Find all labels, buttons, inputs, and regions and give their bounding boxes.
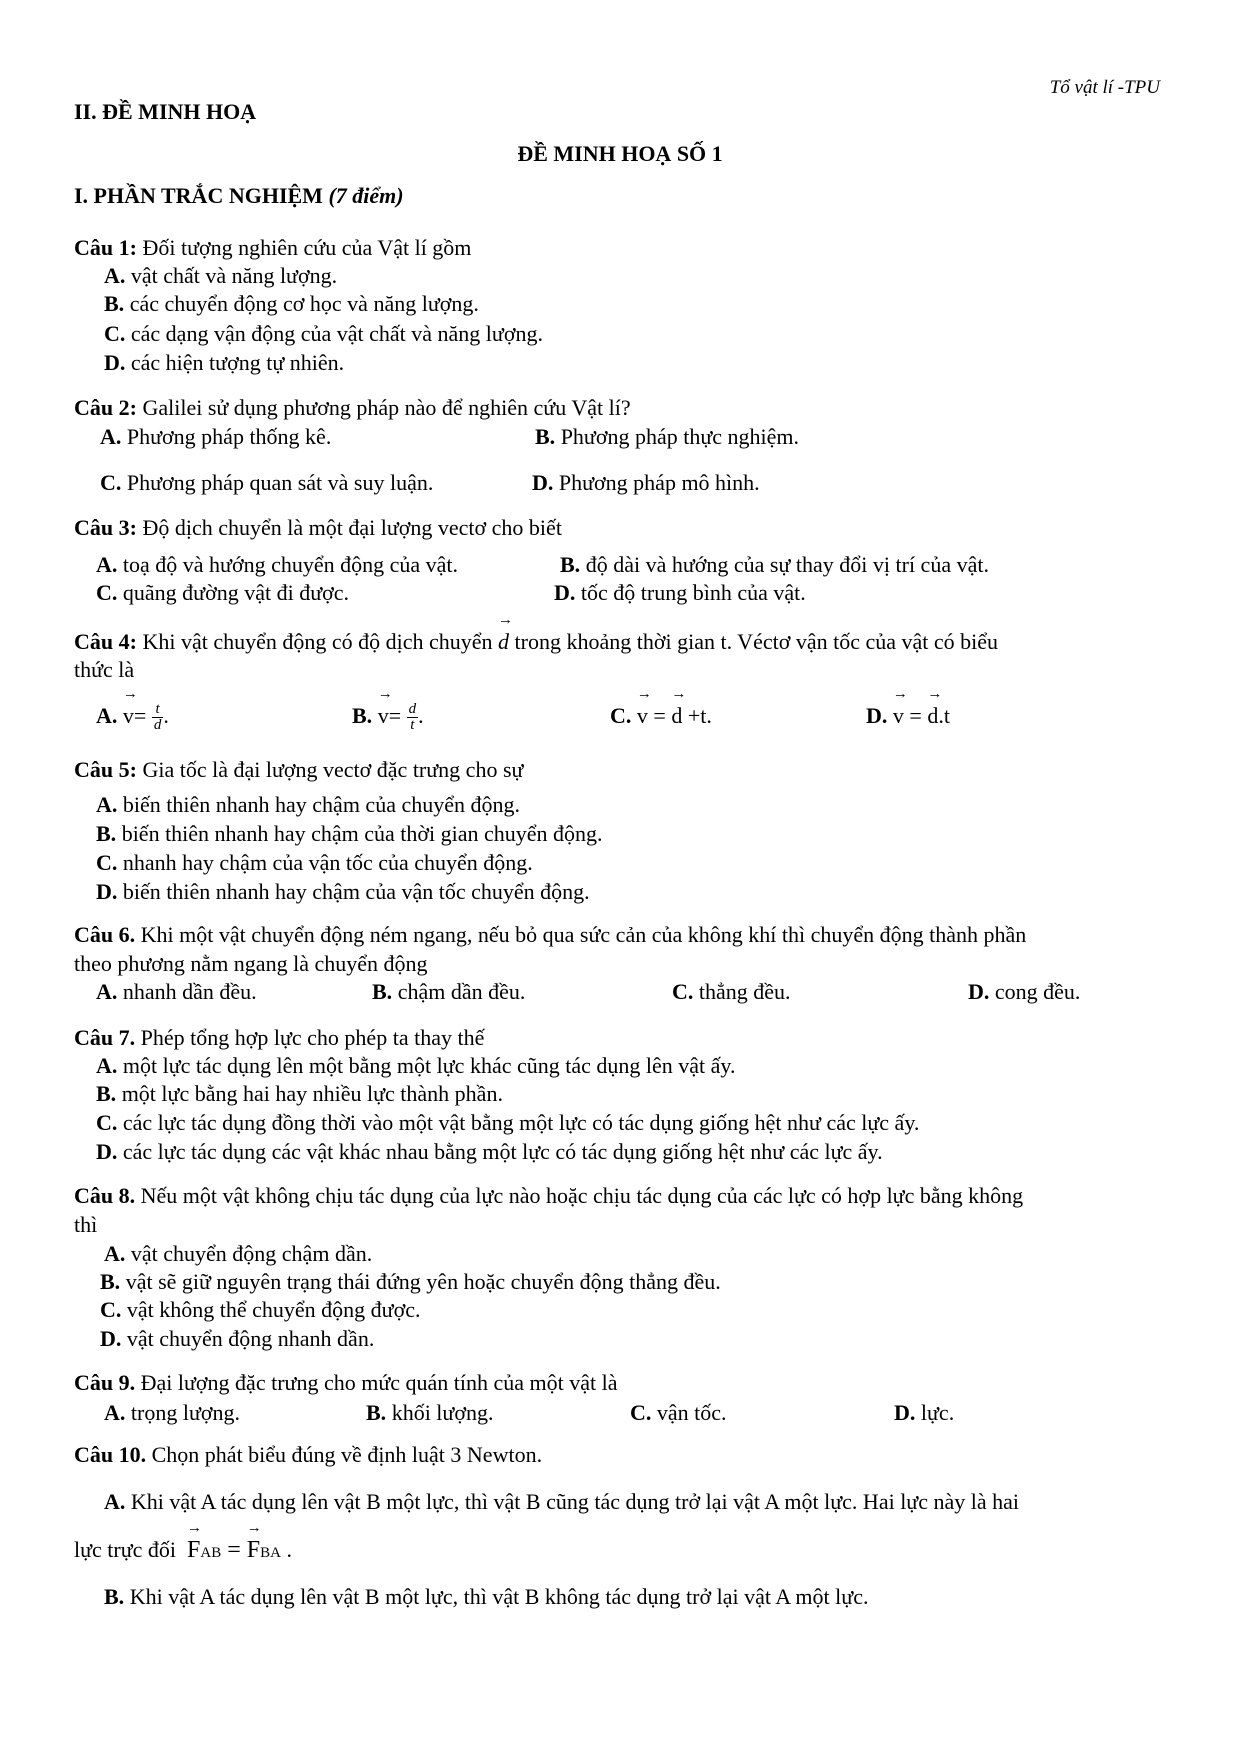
fraction: $\frac{d}{t}$ <box>408 701 417 734</box>
q1-option-d: D. các hiện tượng tự nhiên. <box>104 350 345 375</box>
q6-option-d: D. cong đều. <box>968 979 1081 1004</box>
q8-option-d: D. vật chuyển động nhanh dần. <box>100 1326 375 1351</box>
question-4-stem: Câu 4: Khi vật chuyển động có độ dịch chuyển → d trong khoảng thời gian t. Véctơ vận tốc của vật có biểu <box>74 628 998 656</box>
question-5-stem: Câu 5: Gia tốc là đại lượng vectơ đặc trưng cho sự <box>74 757 524 782</box>
q1-option-c: C. các dạng vận động của vật chất và năng lượng. <box>104 321 543 346</box>
q10-option-a: A. Khi vật A tác dụng lên vật B một lực, thì vật B cũng tác dụng trở lại vật A một lực. Hai lực này là hai <box>104 1489 1020 1514</box>
q6-option-c: C. thẳng đều. <box>672 979 791 1004</box>
q7-option-c: C. các lực tác dụng đồng thời vào một vật bằng một lực có tác dụng giống hệt như các lực ấy. <box>96 1110 920 1135</box>
question-text: Đối tượng nghiên cứu của Vật lí gồm <box>142 235 472 260</box>
q3-option-b: B. độ dài và hướng của sự thay đổi vị trí của vật. <box>560 552 989 577</box>
q5-option-d: D. biến thiên nhanh hay chậm của vận tốc chuyển động. <box>96 879 590 904</box>
q1-option-a: A. vật chất và năng lượng. <box>104 263 338 288</box>
vector-f-ab: → F <box>187 1536 200 1564</box>
q9-option-b: B. khối lượng. <box>366 1400 494 1425</box>
question-3-stem: Câu 3: Độ dịch chuyển là một đại lượng vectơ cho biết <box>74 515 562 540</box>
q7-option-a: A. một lực tác dụng lên một bằng một lực khác cũng tác dụng lên vật ấy. <box>96 1053 736 1078</box>
fraction: $\frac{t}{d}$ <box>153 701 162 734</box>
q1-option-b: B. các chuyển động cơ học và năng lượng. <box>104 291 479 316</box>
vector-f-ba: → F <box>247 1536 260 1564</box>
question-label: Câu 1: <box>74 235 137 260</box>
q10-option-a-line2: lực trực đối → FAB = → FBA . <box>74 1536 292 1567</box>
q3-option-a: A. toạ độ và hướng chuyển động của vật. <box>96 552 459 577</box>
q3-option-d: D. tốc độ trung bình của vật. <box>554 580 806 605</box>
question-7-stem: Câu 7. Phép tổng hợp lực cho phép ta thay thế <box>74 1025 485 1050</box>
section-title: II. ĐỀ MINH HOẠ <box>74 99 257 124</box>
question-6-stem: Câu 6. Khi một vật chuyển động ném ngang, nếu bỏ qua sức cản của không khí thì chuyển động thành phần <box>74 922 1027 947</box>
q9-option-d: D. lực. <box>894 1400 955 1425</box>
q2-option-d: D. Phương pháp mô hình. <box>532 470 760 495</box>
q10-option-b: B. Khi vật A tác dụng lên vật B một lực, thì vật B không tác dụng trở lại vật A một lực. <box>104 1584 869 1609</box>
q4-option-a: A. → v= $\frac{t}{d}$ . <box>96 702 169 733</box>
q4-option-c: C. → v = → d +t. <box>610 702 712 730</box>
question-6-stem-line2: theo phương nằm ngang là chuyển động <box>74 951 428 976</box>
q9-option-a: A. trọng lượng. <box>104 1400 240 1425</box>
part-title-text: I. PHẦN TRẮC NGHIỆM <box>74 183 323 208</box>
q5-option-c: C. nhanh hay chậm của vận tốc của chuyển động. <box>96 850 533 875</box>
q9-option-c: C. vận tốc. <box>630 1400 727 1425</box>
q8-option-b: B. vật sẽ giữ nguyên trạng thái đứng yên hoặc chuyển động thẳng đều. <box>100 1269 721 1294</box>
q8-option-a: A. vật chuyển động chậm dần. <box>104 1241 373 1266</box>
question-8-stem: Câu 8. Nếu một vật không chịu tác dụng của lực nào hoặc chịu tác dụng của các lực có hợp lực bằng không <box>74 1183 1024 1208</box>
q8-option-c: C. vật không thể chuyển động được. <box>100 1297 421 1322</box>
part-title <box>74 182 404 210</box>
q2-option-a: A. Phương pháp thống kê. <box>100 424 332 449</box>
question-8-stem-line2: thì <box>74 1212 98 1237</box>
vector-d: → d <box>498 628 509 656</box>
q7-option-d: D. các lực tác dụng các vật khác nhau bằng một lực có tác dụng giống hệt như các lực ấy. <box>96 1139 883 1164</box>
q5-option-b: B. biến thiên nhanh hay chậm của thời gian chuyển động. <box>96 821 603 846</box>
header-note: Tổ vật lí -TPU <box>1049 77 1160 98</box>
exam-title: ĐỀ MINH HOẠ SỐ 1 <box>517 141 723 166</box>
q7-option-b: B. một lực bằng hai hay nhiều lực thành phần. <box>96 1081 503 1106</box>
q4-option-b: B. → v= $\frac{d}{t}$ . <box>352 702 424 733</box>
question-2-stem: Câu 2: Galilei sử dụng phương pháp nào để nghiên cứu Vật lí? <box>74 395 631 420</box>
question-10-stem: Câu 10. Chọn phát biểu đúng về định luật 3 Newton. <box>74 1442 543 1467</box>
q3-option-c: C. quãng đường vật đi được. <box>96 580 350 605</box>
q5-option-a: A. biến thiên nhanh hay chậm của chuyển động. <box>96 792 520 817</box>
q6-option-a: A. nhanh dần đều. <box>96 979 257 1004</box>
q2-option-c: C. Phương pháp quan sát và suy luận. <box>100 470 434 495</box>
part-points: (7 điểm) <box>328 183 404 208</box>
question-1-stem <box>74 234 471 262</box>
q4-option-d: D. → v = → d.t <box>866 702 950 730</box>
question-9-stem: Câu 9. Đại lượng đặc trưng cho mức quán tính của một vật là <box>74 1370 618 1395</box>
question-4-stem-line2: thức là <box>74 657 135 682</box>
q2-option-b: B. Phương pháp thực nghiệm. <box>535 424 800 449</box>
q6-option-b: B. chậm dần đều. <box>372 979 526 1004</box>
